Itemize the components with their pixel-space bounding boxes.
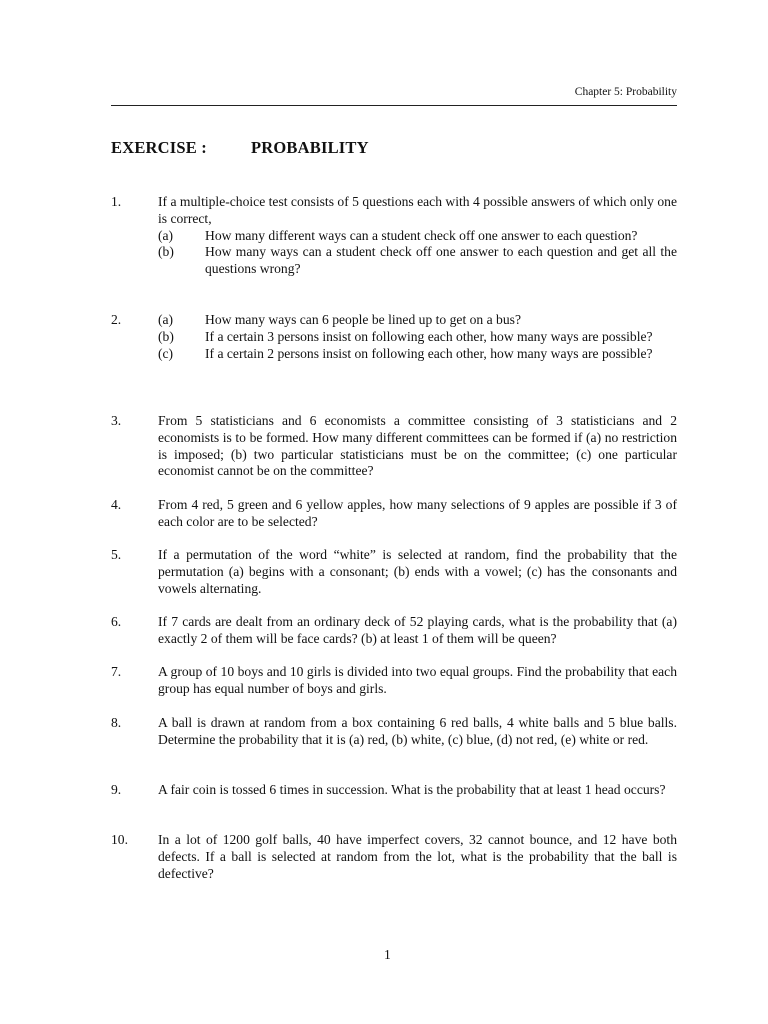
question-number: 3. bbox=[111, 413, 122, 428]
question-6 bbox=[111, 614, 677, 648]
sub-question-text: How many ways can 6 people be lined up to get on a bus? bbox=[205, 312, 521, 327]
question-3 bbox=[111, 413, 677, 480]
question-number: 1. bbox=[111, 194, 122, 209]
question-4 bbox=[111, 497, 677, 531]
sub-question bbox=[158, 312, 677, 329]
sub-question bbox=[158, 329, 677, 346]
question-text: If a permutation of the word “white” is selected at random, find the probability that the permutation (a) begins with a consonant; (b) ends with a vowel; (c) has the consonants and vowels alternating. bbox=[158, 547, 677, 596]
question-text: If 7 cards are dealt from an ordinary deck of 52 playing cards, what is the probability that (a) exactly 2 of them will be face cards? (b) at least 1 of them will be queen? bbox=[158, 614, 677, 646]
sub-question-label: (a) bbox=[158, 227, 174, 243]
chapter-header: Chapter 5: Probability bbox=[574, 86, 677, 98]
question-number: 7. bbox=[111, 664, 122, 679]
header-rule bbox=[111, 105, 677, 106]
sub-question-label: (a) bbox=[158, 312, 174, 327]
question-2 bbox=[111, 312, 677, 362]
question-text: A fair coin is tossed 6 times in succession. What is the probability that at least 1 head occurs? bbox=[158, 782, 666, 797]
question-text: In a lot of 1200 golf balls, 40 have imperfect covers, 32 cannot bounce, and 12 have both defects. If a ball is selected at random from the lot, what is the probability that the ball is defective? bbox=[158, 832, 677, 881]
question-number: 10. bbox=[111, 832, 128, 847]
exercise-title: PROBABILITY bbox=[251, 138, 369, 157]
sub-question-text: How many different ways can a student check off one answer to each question? bbox=[205, 227, 638, 243]
question-5 bbox=[111, 547, 677, 597]
question-number: 9. bbox=[111, 782, 122, 797]
question-10 bbox=[111, 832, 677, 882]
question-text: A ball is drawn at random from a box containing 6 red balls, 4 white balls and 5 blue balls. Determine the probability that it is (a) red, (b) white, (c) blue, (d) not red, (e) white or red. bbox=[158, 715, 677, 747]
question-number: 4. bbox=[111, 497, 122, 512]
question-number: 5. bbox=[111, 547, 122, 562]
question-text: From 4 red, 5 green and 6 yellow apples, how many selections of 9 apples are possible if 3 of each color are to be selected? bbox=[158, 497, 677, 529]
sub-question-text: How many ways can a student check off one answer to each question and get all the questions wrong? bbox=[205, 244, 677, 277]
sub-question bbox=[158, 244, 677, 278]
sub-question bbox=[158, 228, 677, 245]
sub-question-label: (b) bbox=[158, 328, 174, 344]
question-number: 6. bbox=[111, 614, 122, 629]
question-text: From 5 statisticians and 6 economists a committee consisting of 3 statisticians and 2 economists is to be formed. How many different committees can be formed if (a) no restriction is imposed; (b) two particular statisticians must be on the committee; (c) one particular economist cannot be on the committee? bbox=[158, 413, 677, 479]
sub-question-label: (b) bbox=[158, 244, 174, 260]
sub-question bbox=[158, 346, 677, 363]
question-9 bbox=[111, 782, 677, 799]
question-text: A group of 10 boys and 10 girls is divided into two equal groups. Find the probability that each group has equal number of boys and girls. bbox=[158, 664, 677, 696]
question-8 bbox=[111, 715, 677, 749]
question-7 bbox=[111, 664, 677, 698]
page-number: 1 bbox=[384, 947, 391, 962]
sub-question-text: If a certain 2 persons insist on following each other, how many ways are possible? bbox=[205, 345, 653, 361]
question-1 bbox=[111, 194, 677, 278]
sub-question-text: If a certain 3 persons insist on following each other, how many ways are possible? bbox=[205, 328, 653, 344]
question-number: 2. bbox=[111, 312, 122, 327]
question-text: If a multiple-choice test consists of 5 questions each with 4 possible answers of which only one is correct, bbox=[158, 194, 677, 226]
sub-question-label: (c) bbox=[158, 345, 174, 361]
question-number: 8. bbox=[111, 715, 122, 730]
exercise-label: EXERCISE : bbox=[111, 138, 207, 157]
